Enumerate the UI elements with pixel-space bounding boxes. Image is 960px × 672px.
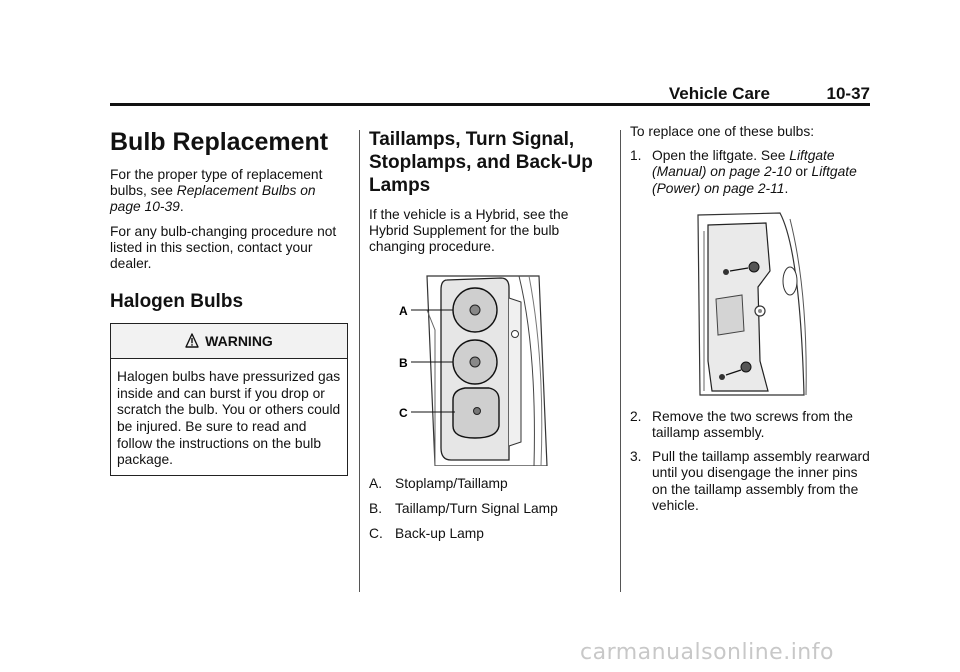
- warning-box: [110, 323, 348, 476]
- mounting-bolt: [512, 330, 519, 337]
- paragraph: To replace one of these bulbs:: [630, 124, 815, 139]
- list-item: 2. Remove the two screws from the taillamp assembly.: [630, 408, 853, 441]
- warning-header: [111, 324, 347, 359]
- main-heading: Bulb Replacement: [110, 128, 329, 156]
- list-item: B. Taillamp/Turn Signal Lamp: [369, 500, 558, 516]
- section-title: Vehicle Care: [668, 84, 770, 103]
- column-divider: [620, 130, 621, 592]
- paragraph: For any bulb-changing procedure not listed in this section, contact your dealer.: [110, 223, 337, 272]
- warning-text: Halogen bulbs have pressurized gas inside and can burst if you drop or scratch the bulb. You or others could be injured. Be sure to read and follow the instructions on the bulb package.: [117, 369, 341, 468]
- procedure-steps: [630, 148, 870, 197]
- cross-reference[interactable]: Liftgate (Manual) on page 2-10: [652, 148, 835, 180]
- figure-legend: [369, 476, 609, 543]
- taillamp-illustration: [369, 270, 569, 466]
- header-rule: [110, 103, 870, 106]
- list-item: A. Stoplamp/Taillamp: [369, 475, 508, 491]
- warning-triangle-icon: [185, 333, 199, 349]
- screw-top: [749, 262, 759, 272]
- callout-a: A: [399, 303, 408, 318]
- page-number: 10-37: [826, 84, 870, 103]
- column-1: [110, 118, 350, 476]
- section-heading: Halogen Bulbs: [110, 291, 244, 313]
- column-3: [630, 124, 870, 522]
- section-heading: Taillamps, Turn Signal, Stoplamps, and Back-Up Lamps: [369, 129, 593, 196]
- taillamp-screws-illustration: [630, 211, 870, 397]
- paragraph: For the proper type of replacement bulbs, see Replacement Bulbs on page 10-39.: [110, 167, 323, 215]
- procedure-steps: [630, 409, 870, 514]
- callout-b: B: [399, 355, 408, 370]
- column-divider: [359, 130, 360, 592]
- cross-reference[interactable]: Liftgate (Power) on page 2-11: [652, 164, 857, 196]
- watermark: carmanualsonline.info: [580, 640, 834, 665]
- warning-title: WARNING: [205, 333, 273, 350]
- screw-bottom: [741, 362, 751, 372]
- list-item: 1. Open the liftgate. See Liftgate (Manual) on page 2-10 or Liftgate (Power) on page 2-11.: [630, 148, 857, 196]
- column-2: [369, 118, 609, 551]
- callout-c: C: [399, 405, 408, 420]
- paragraph: If the vehicle is a Hybrid, see the Hybrid Supplement for the bulb changing procedure.: [369, 207, 569, 255]
- cross-reference[interactable]: Replacement Bulbs on page 10-39: [110, 183, 316, 215]
- list-item: 3. Pull the taillamp assembly rearward until you disengage the inner pins on the taillamp assembly from the vehicle.: [630, 449, 870, 513]
- running-head: [110, 84, 870, 104]
- list-item: C. Back-up Lamp: [369, 526, 484, 542]
